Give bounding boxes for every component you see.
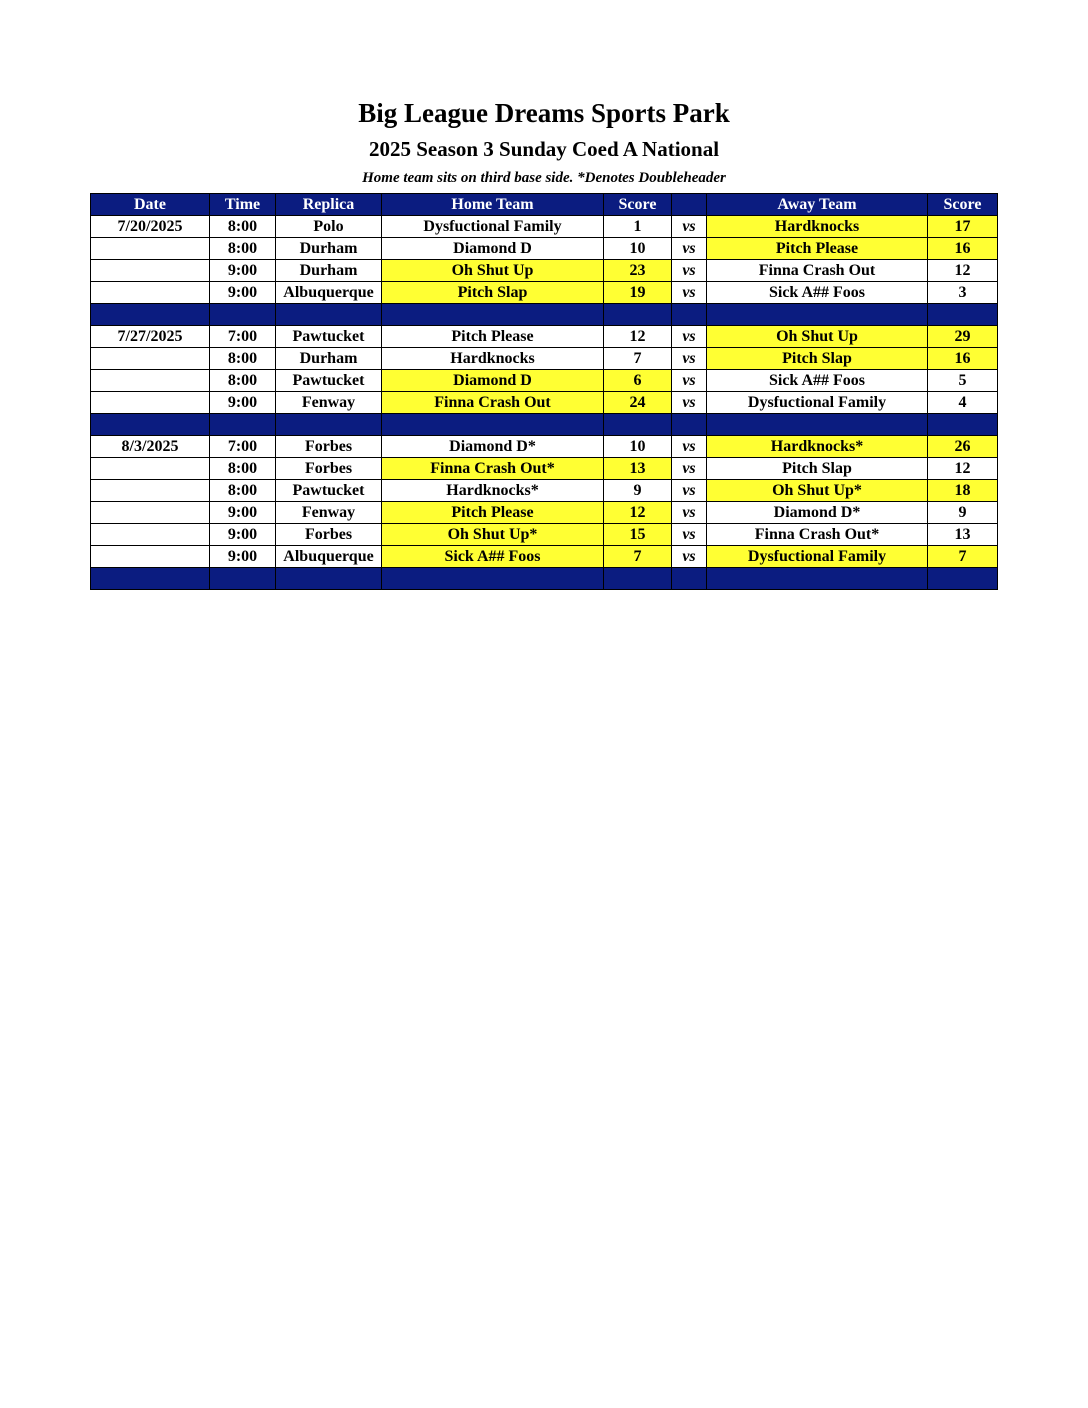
game-row xyxy=(91,546,998,568)
game-time: 8:00 xyxy=(210,216,276,238)
separator-cell xyxy=(210,304,276,326)
home-team: Finna Crash Out xyxy=(382,392,604,414)
game-time: 9:00 xyxy=(210,546,276,568)
away-score: 3 xyxy=(928,282,998,304)
away-team: Dysfuctional Family xyxy=(707,546,928,568)
game-date xyxy=(91,282,210,304)
separator-cell xyxy=(276,304,382,326)
game-date: 8/3/2025 xyxy=(91,436,210,458)
game-row xyxy=(91,282,998,304)
game-row xyxy=(91,436,998,458)
game-replica: Forbes xyxy=(276,524,382,546)
game-replica: Durham xyxy=(276,260,382,282)
game-time: 9:00 xyxy=(210,260,276,282)
separator-row xyxy=(91,414,998,436)
separator-cell xyxy=(928,568,998,590)
separator-cell xyxy=(672,568,707,590)
game-time: 9:00 xyxy=(210,282,276,304)
game-replica: Albuquerque xyxy=(276,282,382,304)
away-score: 12 xyxy=(928,260,998,282)
game-date xyxy=(91,238,210,260)
separator-cell xyxy=(210,568,276,590)
header-away-score: Score xyxy=(928,194,998,216)
game-row xyxy=(91,370,998,392)
away-team: Finna Crash Out* xyxy=(707,524,928,546)
separator-cell xyxy=(672,414,707,436)
vs-label: vs xyxy=(672,480,707,502)
home-score: 7 xyxy=(604,546,672,568)
vs-label: vs xyxy=(672,238,707,260)
separator-cell xyxy=(91,304,210,326)
game-replica: Pawtucket xyxy=(276,370,382,392)
game-row xyxy=(91,216,998,238)
home-score: 24 xyxy=(604,392,672,414)
game-time: 8:00 xyxy=(210,458,276,480)
header-replica: Replica xyxy=(276,194,382,216)
page-title: Big League Dreams Sports Park xyxy=(358,98,730,128)
game-replica: Forbes xyxy=(276,458,382,480)
separator-cell xyxy=(672,304,707,326)
game-replica: Pawtucket xyxy=(276,326,382,348)
home-score: 6 xyxy=(604,370,672,392)
game-date xyxy=(91,458,210,480)
game-date: 7/27/2025 xyxy=(91,326,210,348)
vs-label: vs xyxy=(672,216,707,238)
away-score: 5 xyxy=(928,370,998,392)
game-time: 8:00 xyxy=(210,238,276,260)
game-replica: Albuquerque xyxy=(276,546,382,568)
vs-label: vs xyxy=(672,436,707,458)
separator-cell xyxy=(604,414,672,436)
game-row xyxy=(91,392,998,414)
away-score: 13 xyxy=(928,524,998,546)
game-time: 8:00 xyxy=(210,370,276,392)
away-team: Pitch Slap xyxy=(707,348,928,370)
game-replica: Durham xyxy=(276,348,382,370)
game-replica: Pawtucket xyxy=(276,480,382,502)
vs-label: vs xyxy=(672,282,707,304)
away-score: 17 xyxy=(928,216,998,238)
header-home-team: Home Team xyxy=(382,194,604,216)
vs-label: vs xyxy=(672,524,707,546)
home-score: 10 xyxy=(604,436,672,458)
away-score: 16 xyxy=(928,238,998,260)
home-score: 10 xyxy=(604,238,672,260)
header-date: Date xyxy=(91,194,210,216)
separator-row xyxy=(91,568,998,590)
game-date xyxy=(91,480,210,502)
header-away-team: Away Team xyxy=(707,194,928,216)
home-team: Oh Shut Up* xyxy=(382,524,604,546)
schedule-table xyxy=(90,193,998,590)
home-score: 15 xyxy=(604,524,672,546)
separator-cell xyxy=(604,568,672,590)
away-score: 18 xyxy=(928,480,998,502)
game-row xyxy=(91,524,998,546)
away-score: 26 xyxy=(928,436,998,458)
home-team: Dysfuctional Family xyxy=(382,216,604,238)
separator-cell xyxy=(382,304,604,326)
separator-cell xyxy=(382,568,604,590)
home-team: Hardknocks* xyxy=(382,480,604,502)
vs-label: vs xyxy=(672,502,707,524)
home-team: Sick A## Foos xyxy=(382,546,604,568)
vs-label: vs xyxy=(672,458,707,480)
away-team: Pitch Slap xyxy=(707,458,928,480)
vs-label: vs xyxy=(672,348,707,370)
game-date xyxy=(91,502,210,524)
away-score: 4 xyxy=(928,392,998,414)
home-score: 7 xyxy=(604,348,672,370)
separator-cell xyxy=(91,568,210,590)
home-score: 12 xyxy=(604,326,672,348)
away-team: Diamond D* xyxy=(707,502,928,524)
game-row xyxy=(91,260,998,282)
vs-label: vs xyxy=(672,546,707,568)
separator-cell xyxy=(276,414,382,436)
game-time: 9:00 xyxy=(210,502,276,524)
schedule-body xyxy=(91,216,998,590)
home-team: Oh Shut Up xyxy=(382,260,604,282)
vs-label: vs xyxy=(672,392,707,414)
away-team: Sick A## Foos xyxy=(707,282,928,304)
separator-cell xyxy=(928,304,998,326)
separator-cell xyxy=(210,414,276,436)
schedule-note: Home team sits on third base side. *Denotes Doubleheader xyxy=(362,170,726,186)
game-date xyxy=(91,546,210,568)
header-row xyxy=(91,194,998,216)
game-replica: Polo xyxy=(276,216,382,238)
header-home-score: Score xyxy=(604,194,672,216)
home-team: Pitch Slap xyxy=(382,282,604,304)
game-date xyxy=(91,260,210,282)
away-score: 7 xyxy=(928,546,998,568)
home-team: Finna Crash Out* xyxy=(382,458,604,480)
separator-cell xyxy=(707,568,928,590)
separator-cell xyxy=(707,414,928,436)
home-team: Diamond D* xyxy=(382,436,604,458)
away-team: Oh Shut Up* xyxy=(707,480,928,502)
separator-cell xyxy=(604,304,672,326)
header-time: Time xyxy=(210,194,276,216)
game-time: 8:00 xyxy=(210,480,276,502)
away-team: Dysfuctional Family xyxy=(707,392,928,414)
separator-cell xyxy=(928,414,998,436)
game-date xyxy=(91,524,210,546)
game-time: 9:00 xyxy=(210,524,276,546)
home-score: 1 xyxy=(604,216,672,238)
separator-row xyxy=(91,304,998,326)
away-score: 12 xyxy=(928,458,998,480)
separator-cell xyxy=(91,414,210,436)
game-time: 9:00 xyxy=(210,392,276,414)
vs-label: vs xyxy=(672,370,707,392)
away-score: 29 xyxy=(928,326,998,348)
game-replica: Durham xyxy=(276,238,382,260)
home-team: Diamond D xyxy=(382,370,604,392)
away-team: Sick A## Foos xyxy=(707,370,928,392)
game-row xyxy=(91,458,998,480)
home-score: 9 xyxy=(604,480,672,502)
home-team: Hardknocks xyxy=(382,348,604,370)
home-team: Diamond D xyxy=(382,238,604,260)
home-team: Pitch Please xyxy=(382,326,604,348)
header-vs xyxy=(672,194,707,216)
separator-cell xyxy=(707,304,928,326)
vs-label: vs xyxy=(672,326,707,348)
home-team: Pitch Please xyxy=(382,502,604,524)
game-date xyxy=(91,370,210,392)
home-score: 19 xyxy=(604,282,672,304)
game-date xyxy=(91,392,210,414)
game-replica: Fenway xyxy=(276,392,382,414)
game-time: 7:00 xyxy=(210,326,276,348)
game-replica: Fenway xyxy=(276,502,382,524)
away-team: Hardknocks* xyxy=(707,436,928,458)
game-time: 8:00 xyxy=(210,348,276,370)
separator-cell xyxy=(382,414,604,436)
away-score: 9 xyxy=(928,502,998,524)
away-team: Hardknocks xyxy=(707,216,928,238)
game-date: 7/20/2025 xyxy=(91,216,210,238)
game-row xyxy=(91,238,998,260)
game-date xyxy=(91,348,210,370)
home-score: 23 xyxy=(604,260,672,282)
game-replica: Forbes xyxy=(276,436,382,458)
game-row xyxy=(91,348,998,370)
away-team: Oh Shut Up xyxy=(707,326,928,348)
separator-cell xyxy=(276,568,382,590)
home-score: 12 xyxy=(604,502,672,524)
away-score: 16 xyxy=(928,348,998,370)
away-team: Finna Crash Out xyxy=(707,260,928,282)
game-time: 7:00 xyxy=(210,436,276,458)
game-row xyxy=(91,502,998,524)
vs-label: vs xyxy=(672,260,707,282)
game-row xyxy=(91,326,998,348)
home-score: 13 xyxy=(604,458,672,480)
page-subtitle: 2025 Season 3 Sunday Coed A National xyxy=(368,137,720,161)
away-team: Pitch Please xyxy=(707,238,928,260)
game-row xyxy=(91,480,998,502)
